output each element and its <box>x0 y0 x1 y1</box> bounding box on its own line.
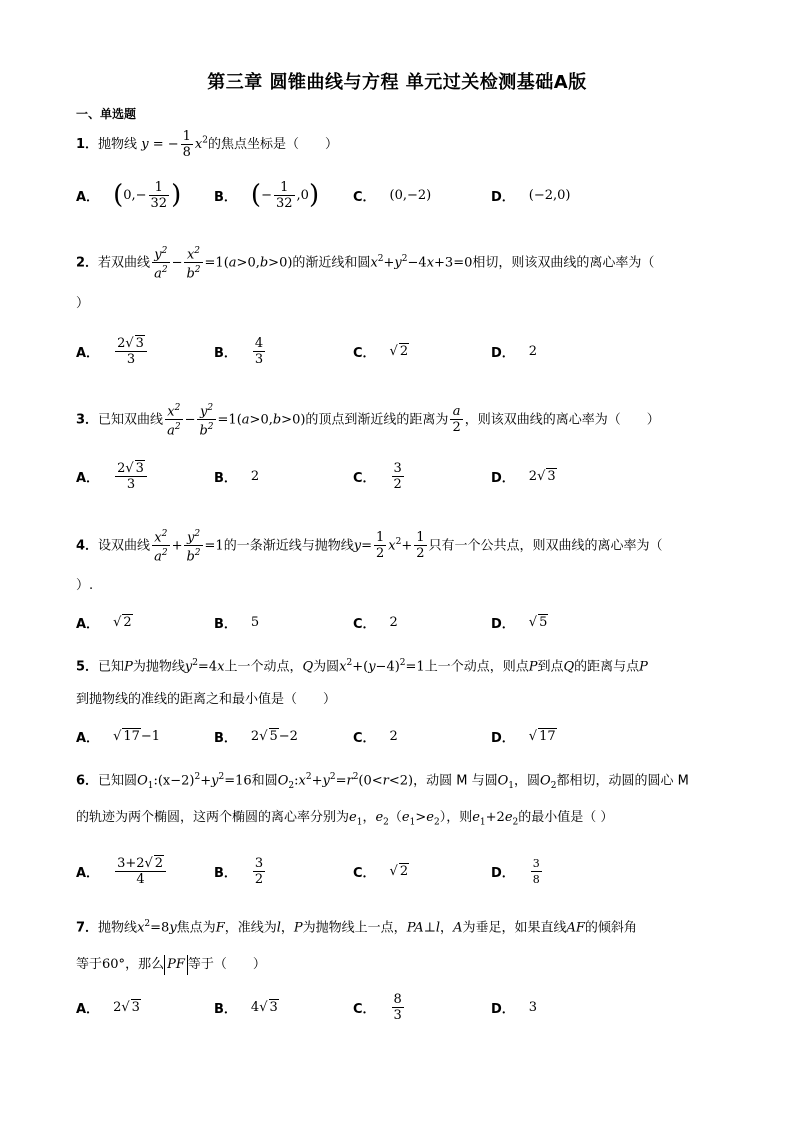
options-row <box>76 605 722 639</box>
options-row <box>76 719 722 753</box>
question-7-cont: 等于60°，那么 PF 等于（ ） <box>76 955 722 975</box>
options-row <box>76 459 722 493</box>
question-7: 7．抛物线$x^2=8y$焦点为F，准线为l，P为抛物线上一点，PA⊥l，A为垂足，如果直线AF的倾斜角 <box>76 919 637 936</box>
question-text: 的焦点坐标是（ ） <box>207 137 338 152</box>
options-row <box>76 334 722 368</box>
option-b[interactable]: B． $\frac{4}{3}$ <box>214 335 264 367</box>
option-b[interactable]: B． 4 √ 3 <box>214 999 278 1017</box>
question-text: 的一条渐近线与抛物线 <box>223 538 354 554</box>
options-row <box>76 990 722 1024</box>
question-text: 的顶点到渐近线的距离为 <box>305 412 449 428</box>
page-title: 第三章 圆锥曲线与方程 单元过关检测基础A版 <box>207 72 587 93</box>
option-d[interactable]: D． $\frac{3}{8}$ <box>491 856 540 886</box>
question-text: 抛物线 <box>98 137 138 152</box>
option-b[interactable]: B． 5 <box>214 614 260 632</box>
question-5-cont: 到抛物线的准线的距离之和最小值是（ ） <box>76 692 337 707</box>
option-a[interactable]: A． $\frac{3+2√ 2}{4}$ <box>76 854 168 888</box>
question-2: 2．若双曲线 $\frac{y^2}{a^2}$ − $\frac{x^2}{b^2}$ =1(a>0,b>0)的渐近线和圆$x^2+y^2-4x+3=0$相切，则该双曲线的离心率为（ <box>76 246 655 282</box>
question-1: 1．抛物线 y = − $\frac{1}{8}$ $x^2$的焦点坐标是（ ） <box>76 129 338 160</box>
option-c[interactable]: C． $\frac{8}{3}$ <box>353 991 402 1023</box>
question-number: 3． <box>76 412 99 428</box>
option-a[interactable]: A． $\frac{2√ 3}{3}$ <box>76 334 149 368</box>
math-expression: y <box>141 137 149 152</box>
option-d[interactable]: D． √ 5 <box>491 614 548 632</box>
option-a[interactable]: A． 2 √ 3 <box>76 999 140 1017</box>
option-c[interactable]: C． √ 2 <box>353 343 409 361</box>
option-d[interactable]: D． (−2,0) <box>491 187 571 205</box>
question-number: 5． <box>76 659 99 675</box>
question-text: 若双曲线 <box>98 255 151 271</box>
option-b[interactable]: B． 2 √ 5 −2 <box>214 728 298 746</box>
question-number: 1． <box>76 137 99 152</box>
question-text: 设双曲线 <box>98 538 151 554</box>
option-c[interactable]: C． $\frac{3}{2}$ <box>353 460 402 492</box>
options-row <box>76 178 722 212</box>
option-a[interactable]: A． ( 0,− $\frac{1}{32}$ ) <box>76 179 182 211</box>
option-a[interactable]: A． √ 17 −1 <box>76 728 161 746</box>
question-number: 6． <box>76 773 99 789</box>
question-4-cont: ）. <box>76 578 94 593</box>
question-5: 5．已知P为抛物线$y^2=4x$上一个动点，Q为圆$x^2+(y-4)^2=1$上一个动点，则点P到点Q的距离与点P <box>76 658 648 675</box>
option-c[interactable]: C． 2 <box>353 728 398 746</box>
option-c[interactable]: C． 2 <box>353 614 398 632</box>
option-d[interactable]: D． 3 <box>491 999 538 1017</box>
option-b[interactable]: B． $\frac{3}{2}$ <box>214 855 264 887</box>
option-d[interactable]: D． √ 17 <box>491 728 556 746</box>
question-text: 已知双曲线 <box>98 412 164 428</box>
question-text: 只有一个公共点，则双曲线的离心率为（ <box>428 538 663 554</box>
option-c[interactable]: C． √ 2 <box>353 863 409 881</box>
question-4: 4．设双曲线 $\frac{x^2}{a^2}$ + $\frac{y^2}{b^2}$ =1的一条渐近线与抛物线y= $\frac{1}{2}$ $x^2+$ $\frac{1}{2}$ 只有一个公共点，则双曲线的离心率为（ <box>76 529 663 565</box>
question-2-cont: ） <box>76 296 90 311</box>
option-b[interactable]: B． ( − $\frac{1}{32}$ ,0 ) <box>214 179 320 211</box>
question-6: 6．已知圆$O_1:(x-2)^2+y^2=16$和圆$O_2:x^2+y^2=r^2(0<r<2)$，动圆 M 与圆$O_1$，圆$O_2$都相切，动圆的圆心 M <box>76 772 689 791</box>
options-row <box>76 854 722 888</box>
question-text: ，则该双曲线的离心率为（ ） <box>464 412 660 428</box>
question-3: 3．已知双曲线 $\frac{x^2}{a^2}$ − $\frac{y^2}{b^2}$ =1(a>0,b>0)的顶点到渐近线的距离为 $\frac{a}{2}$ ，则该双曲线的离心率为（ ） <box>76 403 660 439</box>
question-6-cont: 的轨迹为两个椭圆，这两个椭圆的离心率分别为$e_1$，$e_2(e_1>e_2)$，则$e_1+2e_2$的最小值是（ ） <box>76 810 614 828</box>
question-number: 7． <box>76 920 99 936</box>
option-d[interactable]: D． 2 √ 3 <box>491 468 556 486</box>
question-number: 4． <box>76 538 99 554</box>
option-d[interactable]: D． 2 <box>491 343 538 361</box>
option-c[interactable]: C． (0,−2) <box>353 187 432 205</box>
option-a[interactable]: A． $\frac{2√ 3}{3}$ <box>76 459 149 493</box>
option-b[interactable]: B． 2 <box>214 468 260 486</box>
question-text: 的渐近线和圆 <box>292 255 371 271</box>
question-number: 2． <box>76 255 99 271</box>
fraction: $\frac{1}{8}$ <box>182 129 191 160</box>
option-a[interactable]: A． √ 2 <box>76 614 132 632</box>
question-text: 相切，则该双曲线的离心率为（ <box>472 255 655 271</box>
section-heading: 一、单选题 <box>76 107 137 121</box>
